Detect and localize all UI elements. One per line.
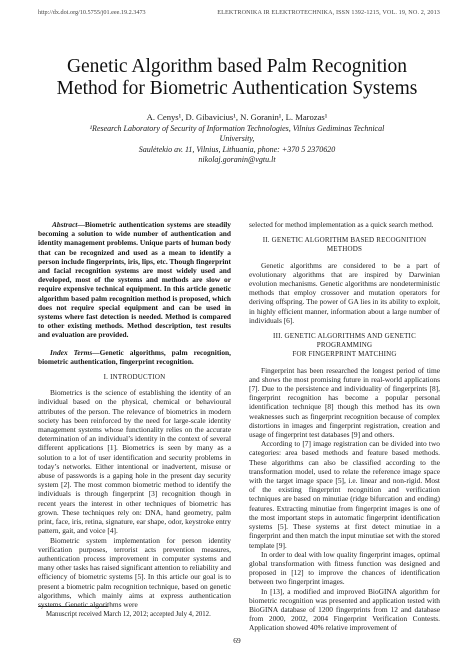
- section-title-fingerprint: [249, 332, 440, 360]
- doi-header: http://dx.doi.org/10.5755/j01.eee.19.2.3473: [38, 9, 146, 16]
- title-line-2: Method for Biometric Authentication Systems: [56, 78, 418, 99]
- title-line-1: Genetic Algorithm based Palm Recognition: [66, 56, 408, 77]
- left-column: [38, 220, 231, 609]
- fingerprint-paragraph-3: In order to deal with low quality fingerprint images, optimal global transformation with fitness function was designed and proposed in [12] to improve the chances of identification between two fingerprint images.: [249, 549, 440, 587]
- fingerprint-paragraph-4: In [13], a modified and improved BioGINA algorithm for biometric recognition was presented and application tested with BioGINA database of 1200 fingerprints from 12 and database from 2000, 2002, 2004 Fingerprint Verification Contests. Application showed 40% relative improvement of: [249, 586, 440, 633]
- abstract: [38, 220, 231, 340]
- section-title-fingerprint-line-1: III. GENETIC ALGORITHMS AND GENETIC PROGRAMMING: [273, 332, 416, 350]
- affiliation-line-1: ¹Research Laboratory of Security of Information Technologies, Vilnius Gediminas Technical: [89, 124, 385, 133]
- affiliation: [40, 124, 434, 165]
- abstract-text: —Biometric authentication systems are steadily becoming a solution to wide number of authentication and identity management problems. Unique parts of human body that can be recognized and used as a mean to identify a person include fingerprints, iris, lips, etc. Though fingerprint and facial recognition systems are most widely used and developed, most of the systems and methods are slow or require expensive technical equipment. In this article genetic algorithm based palm recognition method is proposed, which does not require special equipment and can be used in systems where fast detection is needed. Method is compared to other existing methods. Method description, test results and evaluation are provided.: [38, 220, 231, 340]
- journal-header: ELEKTRONIKA IR ELEKTROTECHNIKA, ISSN 1392-1215, VOL. 19, NO. 2, 2013: [217, 9, 440, 16]
- footnote-divider: [38, 606, 108, 607]
- right-column: [249, 220, 440, 633]
- index-terms-label: Index Terms: [50, 347, 93, 357]
- fingerprint-paragraph-1: Fingerprint has been researched the longest period of time and shows the most promising future in real-world applications [7]. Due to the persistence and individuality of fingerprints [8], fingerprint recognition has become a popular personal identification technique [8] though this method has its own weaknesses such as fingerprint recognition because of complex distortions in images and fingerprint registration, creation and usage of fingerprint test databases [9] and others.: [249, 365, 440, 440]
- section-title-ga-methods: II. GENETIC ALGORITHM BASED RECOGNITION METHODS: [262, 236, 427, 254]
- affiliation-line-2: University,: [219, 134, 255, 144]
- intro-continuation: selected for method implementation as a quick search method.: [249, 220, 434, 229]
- affiliation-email: nikolaj.goranin@vgtu.lt: [198, 154, 276, 164]
- section-title-fingerprint-line-2: FOR FINGERPRINT MATCHING: [292, 350, 397, 359]
- ga-paragraph-1: Genetic algorithms are considered to be a part of evolutionary algorithms that are inspired by Darwinian evolution mechanisms. Genetic algorithms are nondeterministic methods that employ crossover and mutation operators for deriving offspring. The power of GA lies in its ability to exploit, in highly efficient manner, information about a large number of individuals [6].: [249, 260, 440, 325]
- affiliation-line-3: Saulėtekio av. 11, Vilnius, Lithuania, phone: +370 5 2370620: [138, 144, 336, 154]
- index-terms-text: —Genetic algorithms, palm recognition, biometric authentication, fingerprint recognition.: [38, 347, 231, 366]
- index-terms: [38, 348, 231, 366]
- manuscript-footnote: Manuscript received March 12, 2012; accepted July 4, 2012.: [46, 611, 211, 618]
- paper-title: [0, 56, 474, 100]
- section-title-introduction: I. INTRODUCTION: [103, 373, 166, 382]
- author-list: A. Cenys¹, D. Gibavicius¹, N. Goranin¹, L. Marozas¹: [146, 112, 328, 122]
- abstract-label: Abstract: [52, 220, 78, 229]
- intro-paragraph-1: Biometrics is the science of establishing the identity of an individual based on the physical, chemical or behavioural attributes of the person. The relevance of biometrics in modern society has been reinforced by the need for large-scale identity management systems whose functionality relies on the accurate determination of an individual’s identity in the context of several different applications [1]. Biometrics is seen by many as a solution to a lot of user identification and security problems in today’s networks. Either intentional or inadvertent, misuse or abuse of passwords is a gaping hole in the present day security system [2]. The most common biometric method to identify the individuals is through fingerprint [3] recognition though in recent years the interest in other techniques of biometric has grown. These techniques rely on: DNA, hand geometry, palm print, face, iris, retina, signature, ear shape, odor, keystroke entry pattern, gait, and voice [4].: [38, 388, 231, 536]
- fingerprint-paragraph-2: According to [7] image registration can be divided into two categories: area based methods and feature based methods. These algorithms can also be classified according to the transformation model, used to relate the reference image space with the target image space [5], i.e. linear and non-rigid. Most of the existing fingerprint recognition and verification techniques are based on minutiae (ridge bifurcation and ending) features. Extracting minutiae from fingerprint images is one of the most important steps in automatic fingerprint identification systems [5]. These systems at first detect minutiae in a fingerprint and then match the input minutiae set with the stored template [9].: [249, 439, 440, 550]
- page-number: 69: [233, 636, 241, 645]
- intro-paragraph-2: Biometric system implementation for person identity verification purposes, terrorist acts prevention measures, authentication process improvement in computer systems and many other tasks has raised significant attention to reliability and efficiency of biometric systems [5]. In this article our goal is to present a biometric palm recognition technique, based on genetic algorithms, which mainly aims at express authentication systems. Genetic algorithms were: [38, 535, 231, 609]
